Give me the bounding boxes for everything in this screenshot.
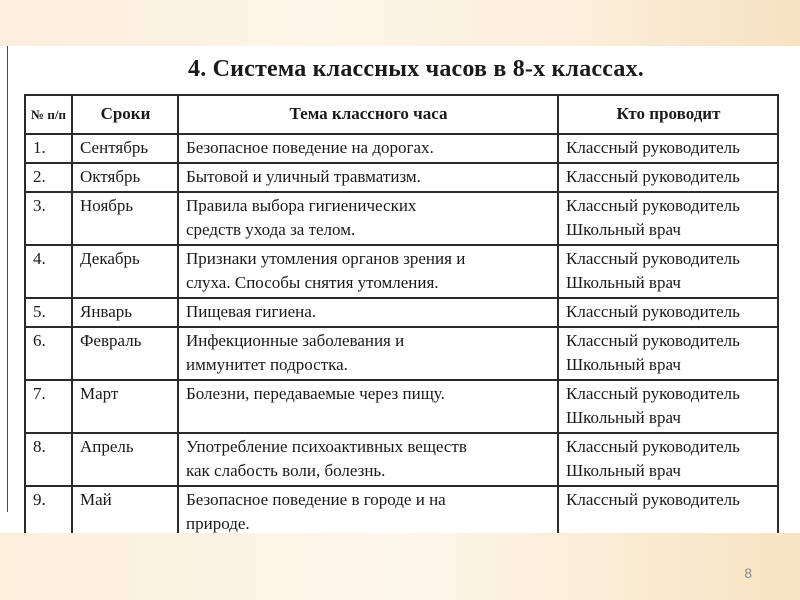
cell-topic (178, 486, 558, 539)
who-line: Классный руководитель (566, 437, 740, 456)
who-line: Классный руководитель (566, 331, 740, 350)
cell-topic (178, 163, 558, 192)
cell-who (558, 327, 778, 380)
header-term: Сроки (72, 95, 178, 134)
who-line: Школьный врач (566, 408, 681, 427)
cell-number: 1. (25, 134, 72, 163)
topic-line: Бытовой и уличный травматизм. (186, 167, 421, 186)
table-row (25, 245, 778, 298)
header-who: Кто проводит (558, 95, 778, 134)
cell-number: 5. (25, 298, 72, 327)
cell-term: Ноябрь (72, 192, 178, 245)
table-row (25, 327, 778, 380)
header-topic: Тема классного часа (178, 95, 558, 134)
document-title: 4. Система классных часов в 8-х классах. (188, 56, 644, 82)
table-row (25, 486, 778, 539)
who-line: Классный руководитель (566, 167, 740, 186)
cell-who (558, 163, 778, 192)
who-line: Классный руководитель (566, 490, 740, 509)
cell-topic (178, 380, 558, 433)
cell-who (558, 486, 778, 539)
who-line: Школьный врач (566, 461, 681, 480)
table-body (25, 134, 778, 539)
topic-line: Пищевая гигиена. (186, 302, 317, 321)
topic-line: средств ухода за телом. (186, 220, 356, 239)
cell-who (558, 433, 778, 486)
top-decor-band (0, 0, 800, 46)
scanned-document (0, 46, 800, 533)
topic-line: иммунитет подростка. (186, 355, 348, 374)
bottom-decor-band (0, 533, 800, 600)
who-line: Классный руководитель (566, 249, 740, 268)
who-line: Школьный врач (566, 220, 681, 239)
cell-number: 9. (25, 486, 72, 539)
table-row (25, 192, 778, 245)
cell-number: 6. (25, 327, 72, 380)
topic-line: Правила выбора гигиенических (186, 196, 417, 215)
table-row (25, 163, 778, 192)
class-hours-table (24, 94, 779, 540)
topic-line: слуха. Способы снятия утомления. (186, 273, 439, 292)
cell-who (558, 134, 778, 163)
table-row (25, 380, 778, 433)
who-line: Классный руководитель (566, 384, 740, 403)
topic-line: Употребление психоактивных веществ (186, 437, 467, 456)
cell-number: 4. (25, 245, 72, 298)
cell-term: Декабрь (72, 245, 178, 298)
who-line: Школьный врач (566, 355, 681, 374)
cell-number: 3. (25, 192, 72, 245)
topic-line: Инфекционные заболевания и (186, 331, 405, 350)
cell-number: 2. (25, 163, 72, 192)
who-line: Классный руководитель (566, 138, 740, 157)
cell-topic (178, 192, 558, 245)
cell-term: Октябрь (72, 163, 178, 192)
cell-number: 8. (25, 433, 72, 486)
cell-term: Февраль (72, 327, 178, 380)
cell-topic (178, 298, 558, 327)
table-header-row (25, 95, 778, 134)
who-line: Классный руководитель (566, 196, 740, 215)
topic-line: природе. (186, 514, 250, 533)
cell-term: Январь (72, 298, 178, 327)
cell-number: 7. (25, 380, 72, 433)
topic-line: Безопасное поведение в городе и на (186, 490, 446, 509)
cell-topic (178, 134, 558, 163)
cell-term: Март (72, 380, 178, 433)
topic-line: Признаки утомления органов зрения и (186, 249, 466, 268)
table-row (25, 433, 778, 486)
scan-edge-line (7, 46, 8, 512)
slide-number: 8 (744, 565, 752, 581)
cell-topic (178, 245, 558, 298)
cell-who (558, 192, 778, 245)
cell-term: Май (72, 486, 178, 539)
header-number: № п/п (25, 95, 72, 134)
table-row (25, 134, 778, 163)
cell-term: Сентябрь (72, 134, 178, 163)
cell-topic (178, 433, 558, 486)
topic-line: Безопасное поведение на дорогах. (186, 138, 434, 157)
cell-topic (178, 327, 558, 380)
table-row (25, 298, 778, 327)
who-line: Классный руководитель (566, 302, 740, 321)
topic-line: как слабость воли, болезнь. (186, 461, 386, 480)
who-line: Школьный врач (566, 273, 681, 292)
topic-line: Болезни, передаваемые через пищу. (186, 384, 445, 403)
cell-who (558, 298, 778, 327)
cell-term: Апрель (72, 433, 178, 486)
cell-who (558, 245, 778, 298)
cell-who (558, 380, 778, 433)
